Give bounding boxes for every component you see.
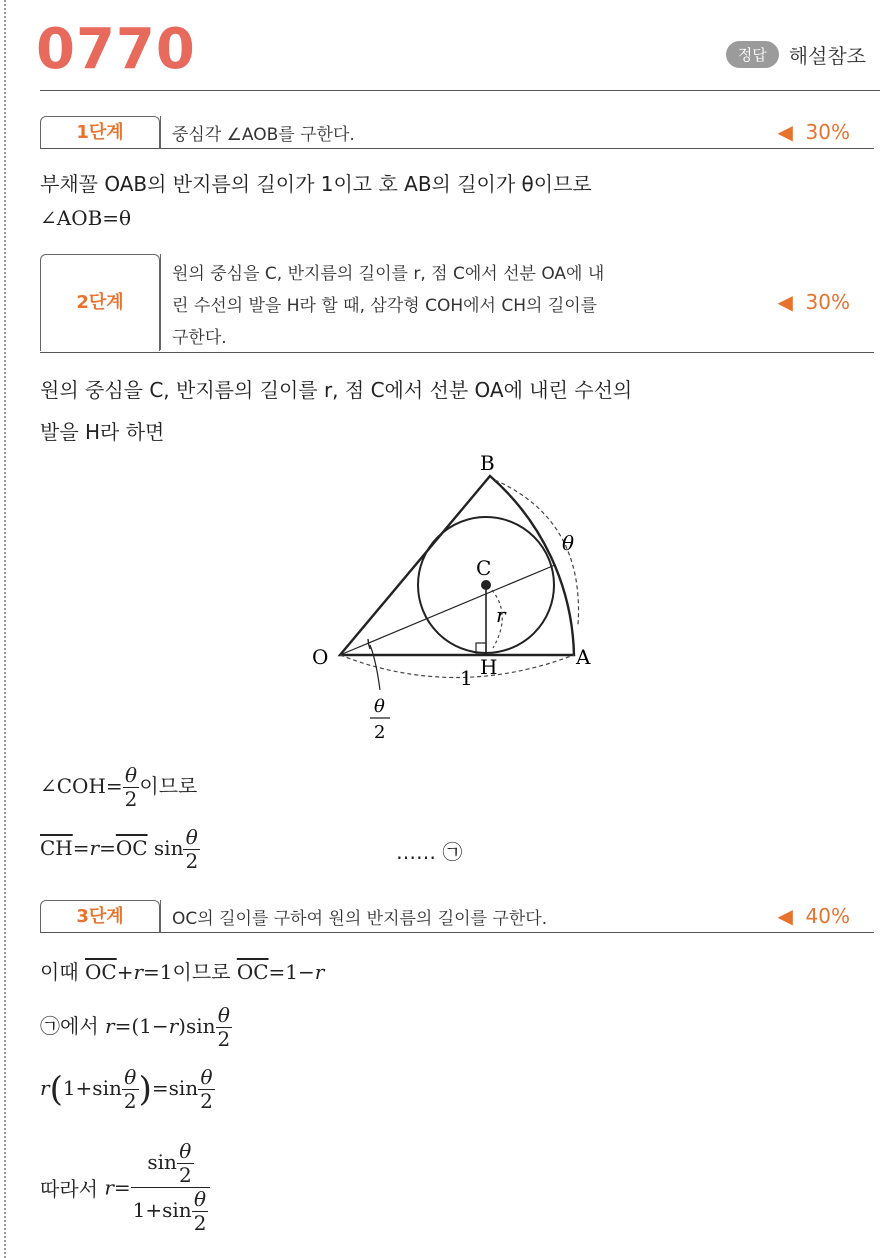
center-point [481, 580, 491, 590]
step-2-desc-line-1: 원의 중심을 C, 반지름의 길이를 r, 점 C에서 선분 OA에 내 [172, 264, 605, 284]
step-2-desc-line-2: 린 수선의 발을 H라 할 때, 삼각형 COH에서 CH의 길이를 [172, 296, 598, 316]
angle-arc [368, 639, 370, 649]
step-1-description: 중심각 ∠AOB를 구한다. [172, 125, 355, 145]
eq-angle-coh: ∠COH= $\frac{\theta}{2}$ 이므로 [40, 763, 198, 811]
problem-number: 0770 [36, 17, 196, 82]
fraction-theta-over-2: $\frac{\theta}{2}$ [217, 1003, 231, 1051]
text-line-4: 발을 H라 하면 [40, 420, 165, 444]
eq-ch: $\overline{CH}=r=\overline{OC}$ sin $\frac{\theta}{2}$ [40, 825, 199, 873]
eq-substitution: ㉠에서 r=(1−r)sin $\frac{\theta}{2}$ [40, 1003, 231, 1051]
radius-brace [340, 655, 574, 678]
step-1-line [40, 148, 874, 149]
fraction-theta-over-2: $\frac{\theta}{2}$ [123, 1065, 137, 1113]
step-3-header [40, 900, 874, 940]
eq-final: 따라서 r= sin $\frac{\theta}{2}$ 1+sin $\frac{\theta}{2}$ [40, 1140, 210, 1235]
answer-text: 해설참조 [788, 44, 866, 68]
step-2-percent: ◀ 30% [777, 290, 850, 314]
step-2-desc-line-3: 구한다. [172, 328, 227, 348]
page-margin-dots [4, 0, 6, 1258]
step-3-percent: ◀ 40% [777, 904, 850, 928]
label-b: B [480, 451, 495, 475]
label-r: r [496, 603, 506, 627]
step-3-separator [160, 900, 161, 932]
text-line-3: 원의 중심을 C, 반지름의 길이를 r, 점 C에서 선분 OA에 내린 수선의 [40, 378, 633, 402]
step-1-label: 1단계 [40, 116, 160, 149]
label-o: O [312, 645, 329, 669]
fraction-theta-over-2: $\frac{\theta}{2}$ [200, 1065, 213, 1113]
answer-badge: 정답 [726, 41, 779, 68]
answer-area [726, 40, 866, 69]
label-a: A [576, 645, 591, 669]
fraction-theta-over-2: $\frac{\theta}{2}$ [124, 763, 138, 811]
fraction-theta-over-2: $\frac{\theta}{2}$ [185, 825, 199, 873]
header-rule [40, 90, 880, 91]
label-half-num: θ [374, 696, 385, 717]
eq-oc: 이때 $\overline{OC}+r=1$이므로 $\overline{OC}=1-r$ [40, 960, 325, 984]
step-2-line [40, 352, 874, 353]
step-3-label: 3단계 [40, 900, 160, 933]
step-2-description [172, 258, 752, 354]
label-one: 1 [460, 666, 473, 690]
label-half-den: 2 [374, 722, 386, 743]
step-3-description: OC의 길이를 구하여 원의 반지름의 길이를 구한다. [172, 909, 548, 929]
label-c: C [476, 556, 492, 580]
text-line-2: ∠AOB=θ [40, 206, 132, 230]
label-theta: θ [562, 531, 575, 555]
label-h: H [480, 655, 498, 679]
eq-ch-marker: …… ㉠ [396, 840, 463, 864]
step-2-header [40, 254, 874, 358]
step-1-header [40, 116, 874, 156]
step-3-line [40, 932, 874, 933]
step-2-separator [160, 254, 161, 350]
step-2-label: 2단계 [40, 254, 160, 351]
eq-factored: r(1+sin $\frac{\theta}{2}$ )=sin $\frac{\theta}{2}$ [40, 1065, 213, 1113]
step-1-separator [160, 116, 161, 148]
sector-diagram [300, 450, 630, 750]
text-line-1: 부채꼴 OAB의 반지름의 길이가 1이고 호 AB의 길이가 θ이므로 [40, 172, 592, 196]
angle-pointer [370, 645, 380, 690]
step-1-percent: ◀ 30% [777, 120, 850, 144]
final-fraction: sin $\frac{\theta}{2}$ 1+sin $\frac{\theta}{2}$ [131, 1140, 211, 1235]
